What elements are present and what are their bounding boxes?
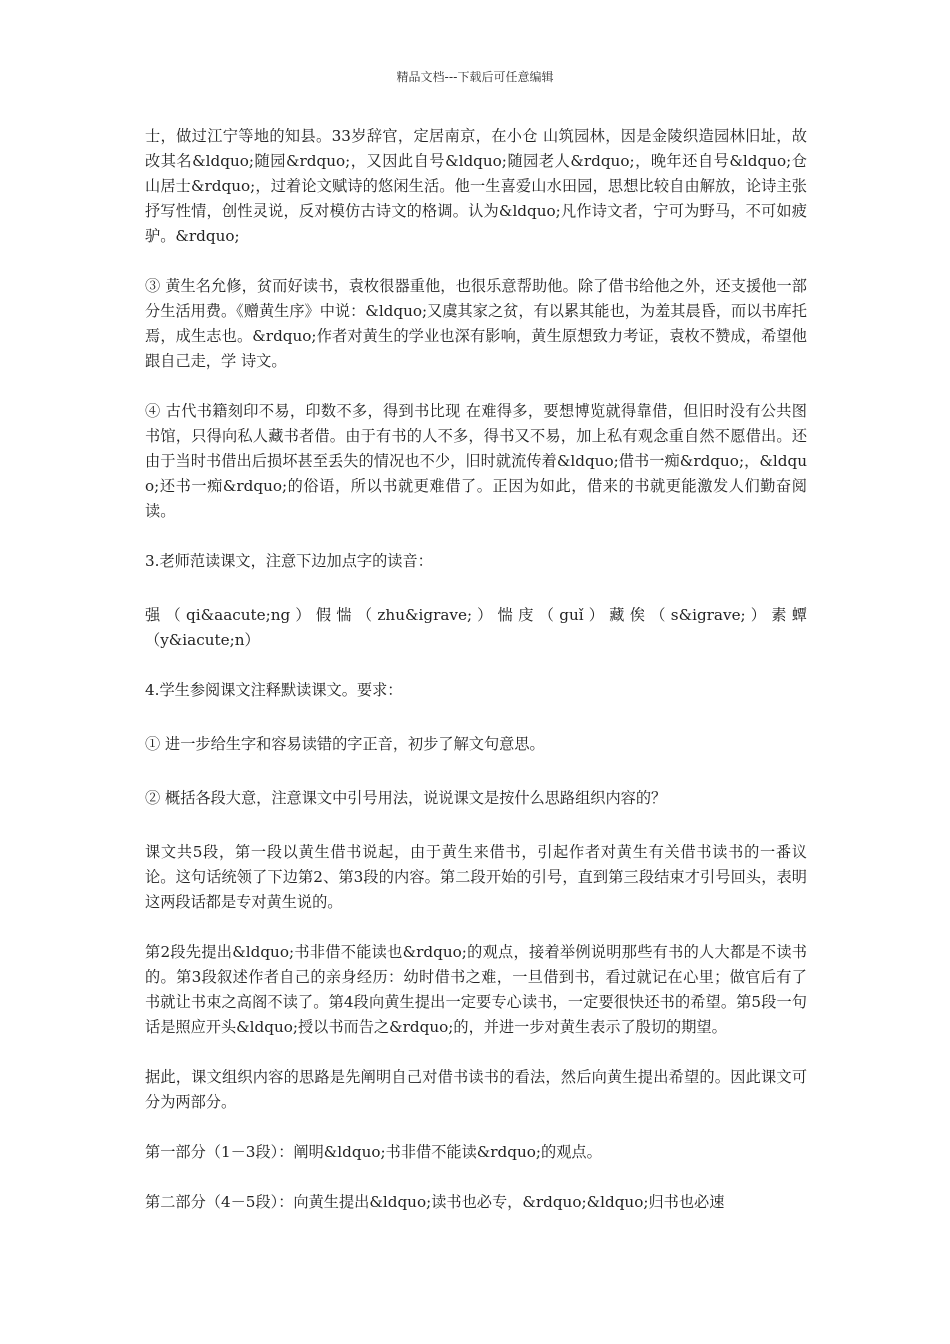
- document-body: [145, 124, 807, 1215]
- paragraph-gap: [145, 653, 807, 678]
- paragraph-gap: [145, 811, 807, 840]
- paragraph-gap: [145, 374, 807, 399]
- paragraph-gap: [145, 249, 807, 274]
- paragraph-gap: [145, 574, 807, 603]
- page-header: 精品文档---下载后可任意编辑: [396, 70, 554, 84]
- paragraph-gap: [145, 1165, 807, 1190]
- paragraph-part-1: 第一部分（1－3段）：阐明&ldquo;书非借不能读&rdquo;的观点。: [145, 1143, 602, 1161]
- paragraph-gap: [145, 1040, 807, 1065]
- paragraph-gap: [145, 757, 807, 786]
- paragraph-gap: [145, 703, 807, 732]
- paragraph-author-bio: 士，做过江宁等地的知县。33岁辞官，定居南京，在小仓 山筑园林，因是金陵织造园林旧址，故改其名&ldquo;随园&rdquo;，又因此自号&ldquo;随园老人&rdquo;，晚年还自号&ldquo;仓山居士&rdquo;，过着论文赋诗的悠闲生活。他一生喜爱山水田园，思想比较自由解放，论诗主张抒写性情，创性灵说，反对模仿古诗文的格调。认为&ldquo;凡作诗文者，宁可为野马，不可如疲驴。&rdquo;: [145, 127, 807, 245]
- paragraph-step-3: 3.老师范读课文，注意下边加点字的读音：: [145, 552, 433, 570]
- paragraph-part-2: 第二部分（4－5段）：向黄生提出&ldquo;读书也必专，&rdquo;&ldquo;归书也必速: [145, 1193, 725, 1211]
- paragraph-step-4: 4.学生参阅课文注释默读课文。要求：: [145, 681, 403, 699]
- paragraph-structure-detail: 第2段先提出&ldquo;书非借不能读也&rdquo;的观点，接着举例说明那些有书的人大都是不读书的。第3段叙述作者自己的亲身经历：幼时借书之难，一旦借到书，看过就记在心里；做官后有了书就让书束之高阁不读了。第4段向黄生提出一定要专心读书，一定要很快还书的希望。第5段一句话是照应开头&ldquo;授以书而告之&rdquo;的，并进一步对黄生表示了殷切的期望。: [145, 943, 807, 1036]
- paragraph-gap: [145, 915, 807, 940]
- paragraph-gap: [145, 1115, 807, 1140]
- paragraph-requirement-1: ① 进一步给生字和容易读错的字正音，初步了解文句意思。: [145, 735, 545, 753]
- paragraph-gap: [145, 524, 807, 549]
- paragraph-note-3: ③ 黄生名允修，贫而好读书，袁枚很器重他，也很乐意帮助他。除了借书给他之外，还支援他一部分生活用费。《赠黄生序》中说：&ldquo;又虞其家之贫，有以累其能也，为羞其晨昏，而以书库托焉，成生志也。&rdquo;作者对黄生的学业也深有影响，黄生原想致力考证，袁枚不赞成，希望他跟自己走，学 诗文。: [145, 277, 807, 370]
- paragraph-summary: 据此，课文组织内容的思路是先阐明自己对借书读书的看法，然后向黄生提出希望的。因此课文可分为两部分。: [145, 1068, 807, 1111]
- paragraph-requirement-2: ② 概括各段大意，注意课文中引号用法，说说课文是按什么思路组织内容的？: [145, 789, 667, 807]
- paragraph-note-4: ④ 古代书籍刻印不易，印数不多，得到书比现 在难得多，要想博览就得靠借，但旧时没有公共图书馆，只得向私人藏书者借。由于有书的人不多，得书又不易，加上私有观念重自然不愿借出。还由于当时书借出后损坏甚至丢失的情况也不少，旧时就流传着&ldquo;借书一痴&rdquo;，&ldquo;还书一痴&rdquo;的俗语，所以书就更难借了。正因为如此，借来的书就更能激发人们勤奋阅读。: [145, 402, 807, 520]
- paragraph-structure-overview: 课文共5段，第一段以黄生借书说起，由于黄生来借书，引起作者对黄生有关借书读书的一番议论。这句话统领了下边第2、第3段的内容。第二段开始的引号，直到第三段结束才引号回头，表明这两段话都是专对黄生说的。: [145, 843, 807, 911]
- paragraph-pronunciation: 强 （ qi&aacute;ng ） 假 惴 （ zhu&igrave; ） 惴 庋 （ guǐ ） 藏 俟 （ s&igrave; ） 素 蟫 （y&iacute;n）: [145, 606, 807, 649]
